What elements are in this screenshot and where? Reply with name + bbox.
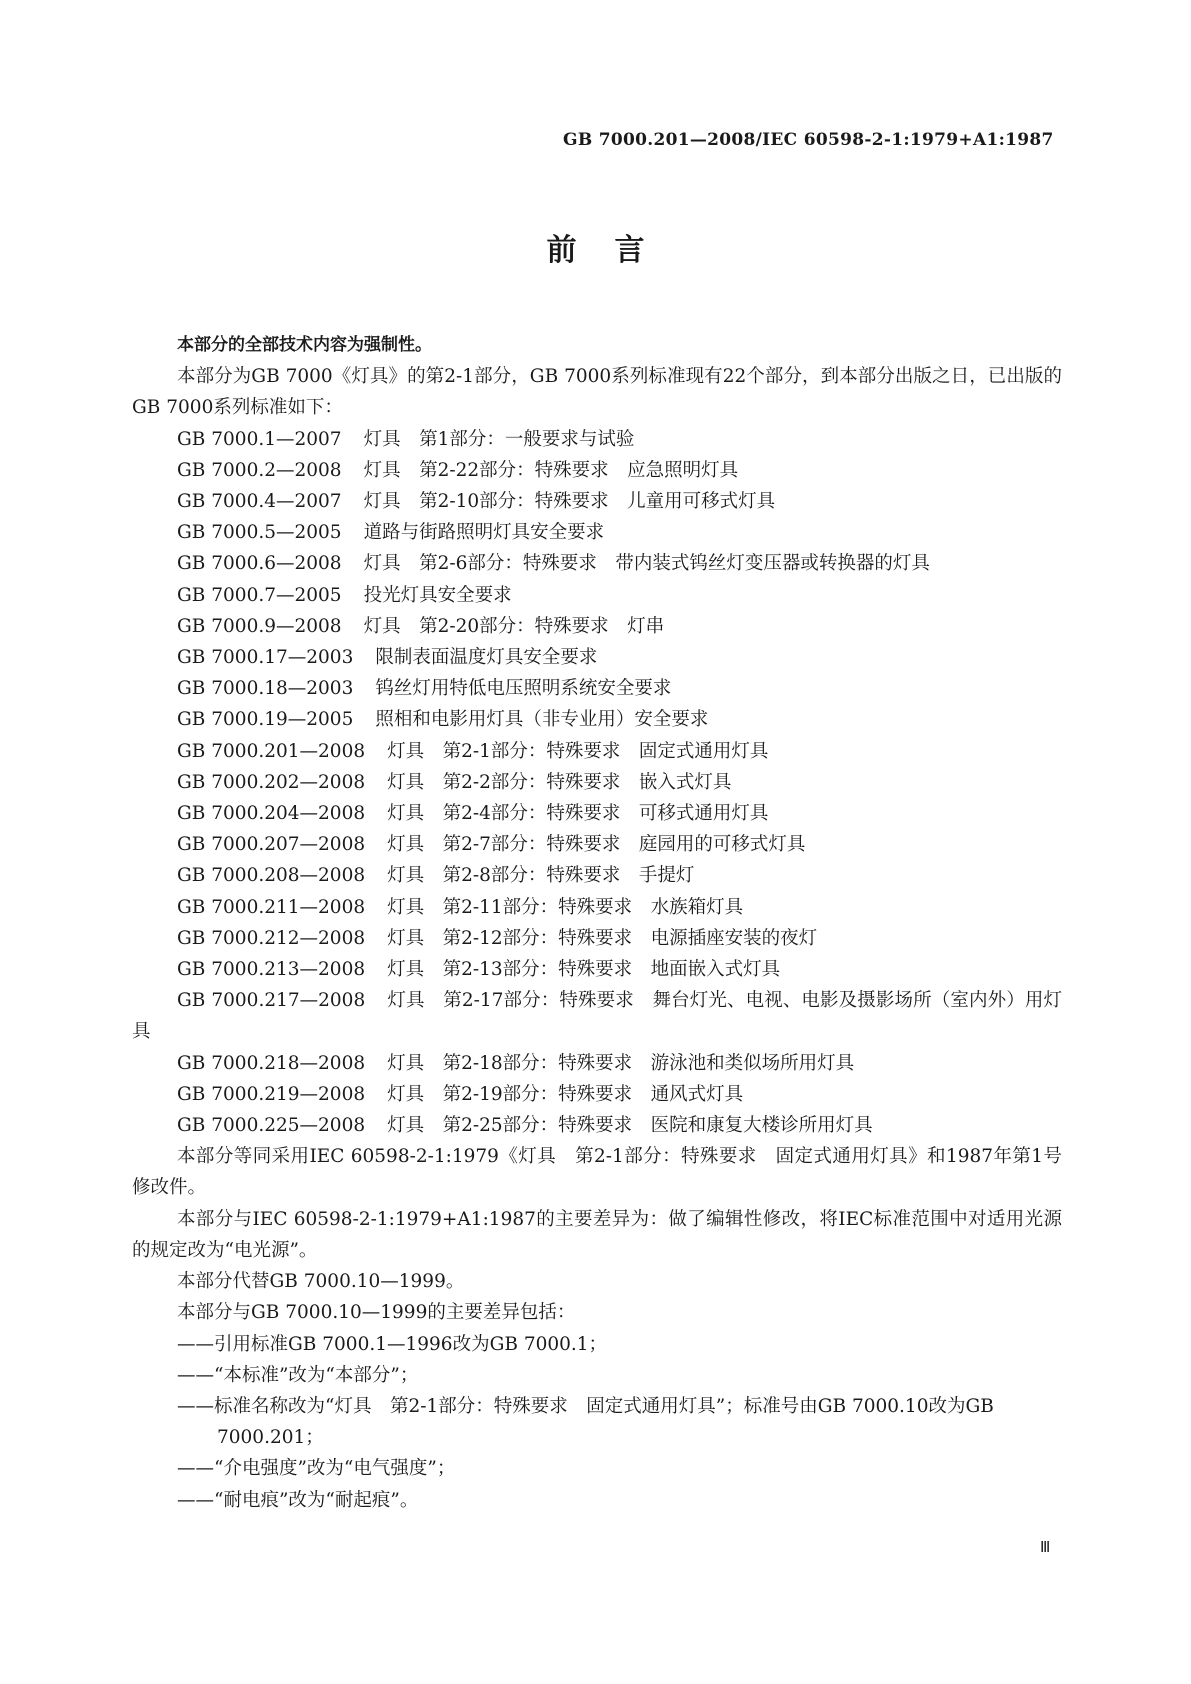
standard-item: GB 7000.5—2005 道路与街路照明灯具安全要求 [177,522,605,544]
page-title: 前言 [546,233,683,268]
standard-item: GB 7000.207—2008 灯具 第2-7部分：特殊要求 庭园用的可移式灯具 [177,834,806,856]
standard-item: GB 7000.2—2008 灯具 第2-22部分：特殊要求 应急照明灯具 [177,459,739,481]
difference-item: ——“耐电痕”改为“耐起痕”。 [177,1489,419,1511]
standard-code-header: GB 7000.201—2008/IEC 60598-2-1:1979+A1:1987 [563,130,1054,150]
standard-item: GB 7000.202—2008 灯具 第2-2部分：特殊要求 嵌入式灯具 [177,771,732,793]
standard-item: GB 7000.17—2003 限制表面温度灯具安全要求 [177,647,598,669]
standard-item: GB 7000.225—2008 灯具 第2-25部分：特殊要求 医院和康复大楼诊所用灯具 [177,1115,873,1137]
standard-item: GB 7000.7—2005 投光灯具安全要求 [177,584,512,606]
standard-item: GB 7000.213—2008 灯具 第2-13部分：特殊要求 地面嵌入式灯具 [177,959,781,981]
standard-item: GB 7000.201—2008 灯具 第2-1部分：特殊要求 固定式通用灯具 [177,740,769,762]
equivalence-paragraph: 本部分等同采用IEC 60598-2-1:1979《灯具 第2-1部分：特殊要求 固定式通用灯具》和1987年第1号修改件。 [132,1146,1062,1199]
replaces-paragraph: 本部分代替GB 7000.10—1999。 [177,1271,465,1293]
difference-item: ——“本标准”改为“本部分”； [177,1364,419,1386]
standard-item: GB 7000.18—2003 钨丝灯用特低电压照明系统安全要求 [177,678,672,700]
standard-item: GB 7000.1—2007 灯具 第1部分：一般要求与试验 [177,428,635,450]
standard-item: GB 7000.9—2008 灯具 第2-20部分：特殊要求 灯串 [177,615,665,637]
standard-item: GB 7000.6—2008 灯具 第2-6部分：特殊要求 带内装式钨丝灯变压器或转换器的灯具 [177,553,930,575]
differences-list [132,1329,1062,1516]
standard-item: GB 7000.204—2008 灯具 第2-4部分：特殊要求 可移式通用灯具 [177,803,769,825]
standard-item: GB 7000.211—2008 灯具 第2-11部分：特殊要求 水族箱灯具 [177,896,744,918]
differences-intro: 本部分与GB 7000.10—1999的主要差异包括： [177,1302,576,1324]
standards-list [132,424,1062,1142]
iec-differences-paragraph: 本部分与IEC 60598-2-1:1979+A1:1987的主要差异为：做了编辑性修改，将IEC标准范围中对适用光源的规定改为“电光源”。 [132,1208,1062,1261]
intro-paragraph: 本部分为GB 7000《灯具》的第2-1部分，GB 7000系列标准现有22个部分，到本部分出版之日，已出版的GB 7000系列标准如下： [132,366,1062,419]
standard-item: GB 7000.212—2008 灯具 第2-12部分：特殊要求 电源插座安装的夜灯 [177,927,818,949]
standard-item: GB 7000.208—2008 灯具 第2-8部分：特殊要求 手提灯 [177,865,695,887]
standard-item: GB 7000.4—2007 灯具 第2-10部分：特殊要求 儿童用可移式灯具 [177,491,776,513]
difference-item: ——“介电强度”改为“电气强度”； [177,1458,456,1480]
difference-item: ——引用标准GB 7000.1—1996改为GB 7000.1； [177,1333,608,1355]
standard-item: GB 7000.217—2008 灯具 第2-17部分：特殊要求 舞台灯光、电视、电影及摄影场所（室内外）用灯具 [132,990,1062,1043]
standard-item: GB 7000.219—2008 灯具 第2-19部分：特殊要求 通风式灯具 [177,1083,744,1105]
difference-item: ——标准名称改为“灯具 第2-1部分：特殊要求 固定式通用灯具”；标准号由GB 7000.10改为GB 7000.201； [177,1395,994,1449]
mandatory-statement: 本部分的全部技术内容为强制性。 [177,335,432,355]
foreword-body [132,330,1062,1516]
standard-item: GB 7000.218—2008 灯具 第2-18部分：特殊要求 游泳池和类似场所用灯具 [177,1052,855,1074]
standard-item: GB 7000.19—2005 照相和电影用灯具（非专业用）安全要求 [177,709,709,731]
page-number: Ⅲ [1040,1538,1051,1556]
